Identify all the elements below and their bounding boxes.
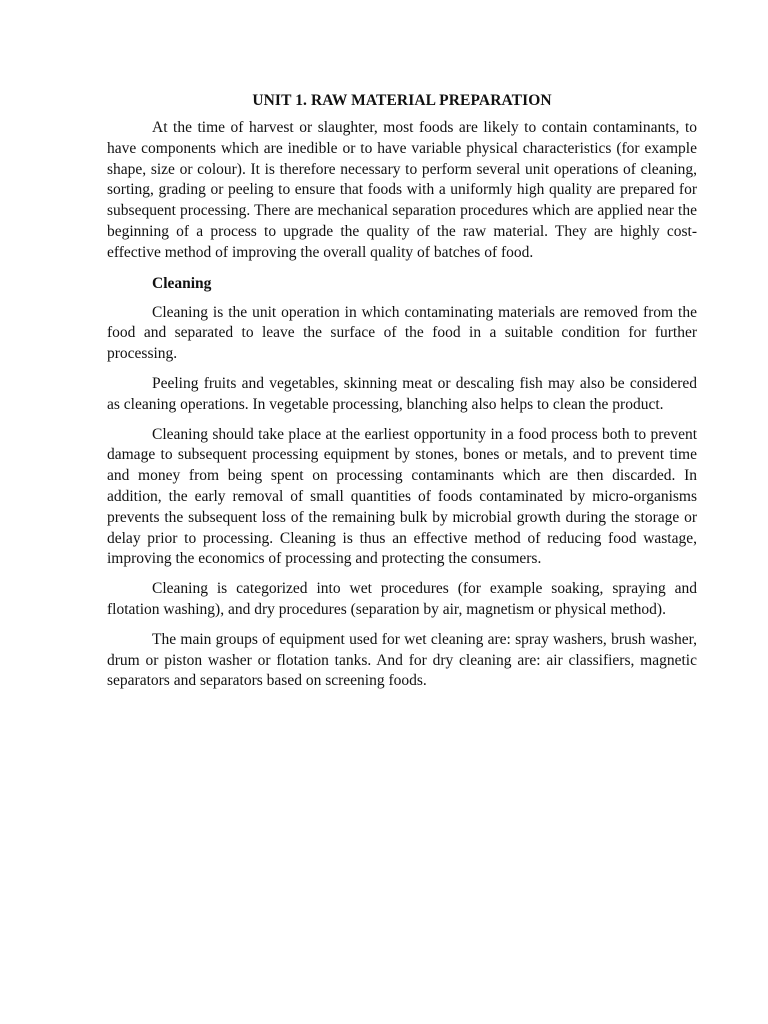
- intro-paragraph: At the time of harvest or slaughter, most foods are likely to contain contaminants, to have components which are inedible or to have variable physical characteristics (for example shape, size or colour). It is therefore necessary to perform several unit operations of cleaning, sorting, grading or peeling to ensure that foods with a uniformly high quality are prepared for subsequent processing. There are mechanical separation procedures which are applied near the beginning of a process to upgrade the quality of the raw material. They are highly cost-effective method of improving the overall quality of batches of food.: [107, 119, 697, 261]
- body-paragraph: Cleaning is categorized into wet procedures (for example soaking, spraying and flotation washing), and dry procedures (separation by air, magnetism or physical method).: [107, 580, 697, 618]
- page-title: UNIT 1. RAW MATERIAL PREPARATION: [252, 92, 552, 109]
- body-paragraph: Cleaning is the unit operation in which contaminating materials are removed from the food and separated to leave the surface of the food in a suitable condition for further processing.: [107, 303, 697, 363]
- document-page: [107, 90, 697, 701]
- section-heading: Cleaning: [152, 274, 212, 292]
- body-paragraph: The main groups of equipment used for wet cleaning are: spray washers, brush washer, drum or piston washer or flotation tanks. And for dry cleaning are: air classifiers, magnetic separators and separators based on screening foods.: [107, 630, 697, 690]
- body-paragraph: Cleaning should take place at the earliest opportunity in a food process both to prevent damage to subsequent processing equipment by stones, bones or metals, and to prevent time and money from being spent on processing contaminants which are then discarded. In addition, the early removal of small quantities of foods contaminated by micro-organisms prevents the subsequent loss of the remaining bulk by microbial growth during the storage or delay prior to processing. Cleaning is thus an effective method of reducing food wastage, improving the economics of processing and protecting the consumers.: [107, 425, 697, 568]
- body-paragraph: Peeling fruits and vegetables, skinning meat or descaling fish may also be considered as cleaning operations. In vegetable processing, blanching also helps to clean the product.: [107, 374, 697, 413]
